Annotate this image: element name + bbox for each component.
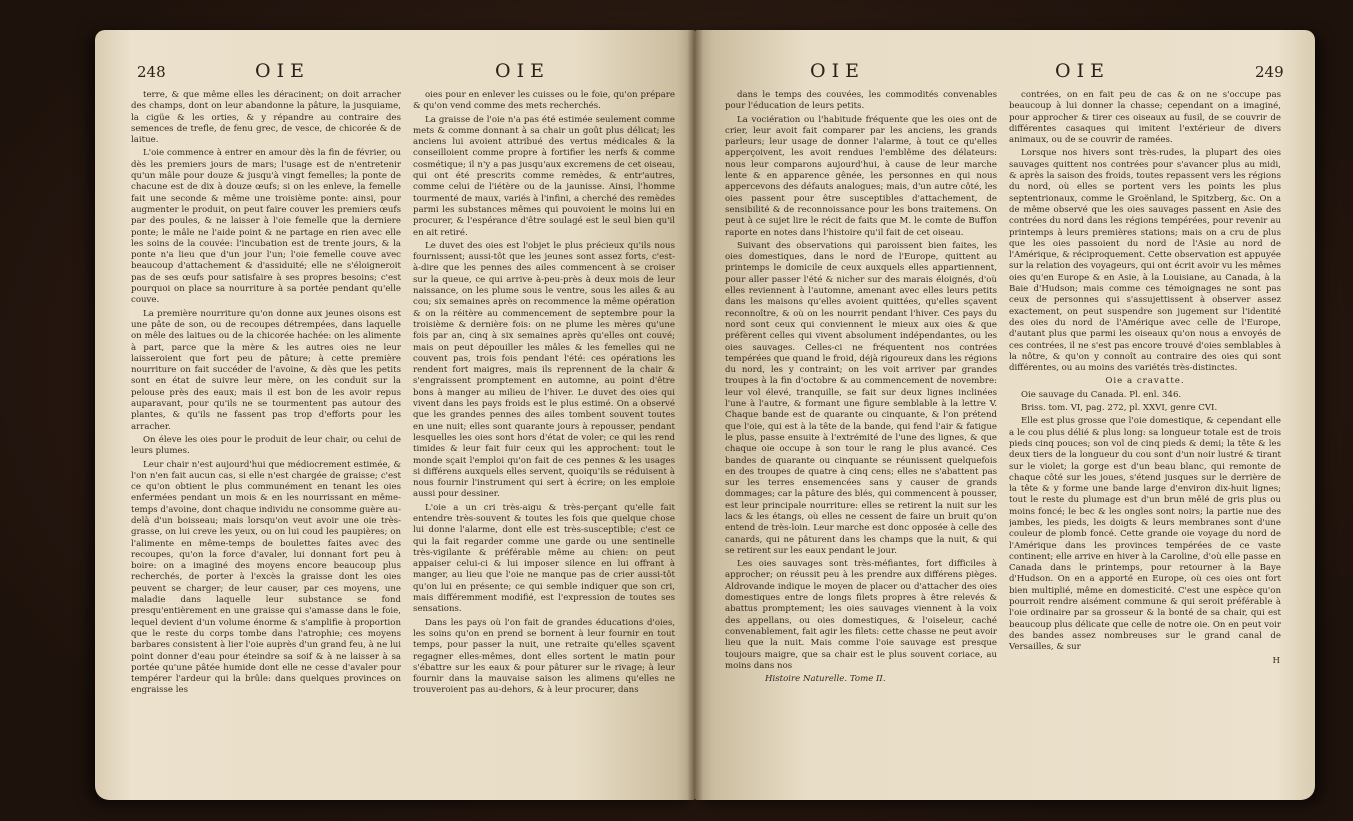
paragraph: Suivant des observations qui paroissent bien faites, les oies domestiques, dans le nord de l'Europe, quittent au printemps le domicile de ceux auxquels elles appartiennent, pour aller passer l'été & nicher sur des marais éloignés, d'où elles reviennent à l'automne, amenant avec elles leurs petits dans les maisons qu'elles avoient quittées, qu'elles sçavent reconnoître, & où on les nourrit pendant l'hiver. Ces pays du nord sont ceux qui conviennent le mieux aux oies & que préfèrent celles qui vivent absolument indépendantes, ou les oies sauvages. Celles-ci ne fréquentent nos contrées tempérées que quand le froid, déjà rigoureux dans les régions du nord, les y contraint; on les voit arriver par grandes troupes à la fin d'octobre & au commencement de novembre: leur vol élevé, tranquille, se fait sur deux lignes inclinées l'une à l'autre, & formant une figure semblable à la lettre V. Chaque bande est de quarante ou cinquante, & l'on prétend que l'oie, qui est à la tête de la bande, qui fend l'air & fatigue le plus, passe ensuite à l'extrémité de l'une des lignes, & que chaque oie occupe à son tour le rang le plus avancé. Ces bandes de quarante ou cinquante se réunissent quelquefois en des troupes de quatre à cinq cens; elles ne s'abattent pas sur les terres ensemencées sans y causer de grands dommages; car la pâture des blés, qui commencent à pousser, est leur principale nourriture: elles se retirent la nuit sur les lacs & les étangs, où elles ne cessent de faire un bruit qu'on entend de très-loin. Leur marche est donc opposée à celle des canards, qui ne pâturent dans les champs que la nuit, & qui se retirent sur les eaux pendant le jour. bbox=[725, 240, 997, 556]
signature-mark: H bbox=[1272, 655, 1281, 666]
paragraph: oies pour en enlever les cuisses ou le foie, qu'on prépare & qu'on vend comme des mets recherchés. bbox=[413, 90, 675, 112]
footer-note: Histoire Naturelle. Tome II. bbox=[765, 674, 886, 685]
paragraph: La vociération ou l'habitude fréquente que les oies ont de crier, leur avoit fait comparer par les anciens, les grands parleurs; leur usage de donner l'alarme, à tout ce qu'elles apperçoivent, les avoit rendues l'emblême des délateurs: nous leur comparons aujourd'hui, à cause de leur marche lente & en apparence gênée, les personnes en qui nous appercevons des défauts analogues; mais, d'un autre côté, les oies passent pour être susceptibles d'attachement, de sensibilité & de reconnoissance pour les bons traitemens. On peut à ce sujet lire le récit de faits que M. le comte de Buffon raporte en notes dans l'histoire qu'il fait de cet oiseau. bbox=[725, 114, 997, 238]
paragraph: Oie sauvage du Canada. Pl. enl. 346. bbox=[1021, 389, 1182, 400]
page-number: 248 bbox=[137, 63, 166, 81]
paragraph: terre, & que même elles les déracinent; on doit arracher des champs, dont on leur abandonne la pâture, la jusquiame, la cigüe & les orties, & y répandre au contraire des semences de trefle, de fenu grec, de vesce, de chicorée & de laitue. bbox=[131, 90, 401, 146]
paragraph: L'oie commence à entrer en amour dès la fin de février, ou dès les premiers jours de mars; l'usage est de n'entretenir qu'un mâle pour douze & jusqu'à vingt femelles; la ponte de chacune est de dix à douze œufs; si on les enleve, la femelle fait une seconde & même une troisième ponte: ainsi, pour augmenter le produit, on peut faire couver les premiers œufs par des poules, & ne laisser à l'oie femelle que la derniere ponte; le mâle ne l'aide point & ne partage en rien avec elle les soins de la couvée: l'incubation est de trente jours, & la ponte n'a lieu que d'un jour l'un; l'oie femelle couve avec beaucoup d'attachement & d'assiduité; elle ne s'éloigneroit pas de ses œufs pour satisfaire à ses propres besoins; c'est pourquoi on place sa nourriture à sa portée pendant qu'elle couve. bbox=[131, 148, 401, 306]
left-page bbox=[95, 30, 695, 800]
paragraph: contrées, on en fait peu de cas & on ne s'occupe pas beaucoup à lui donner la chasse; cependant on a imaginé, pour approcher & tirer ces oiseaux au fusil, de se couvrir de différentes casaques qui imitent l'extérieur de divers animaux, ou de se couvrir de ramées. bbox=[1009, 90, 1281, 146]
paragraph: Briss. tom. VI, pag. 272, pl. XXVI, genre CVI. bbox=[1021, 403, 1218, 414]
paragraph: On éleve les oies pour le produit de leur chair, ou celui de leurs plumes. bbox=[131, 434, 401, 457]
text-column bbox=[131, 90, 401, 790]
paragraph: dans le temps des couvées, les commodités convenables pour l'éducation de leurs petits. bbox=[725, 90, 997, 112]
text-column bbox=[413, 90, 675, 790]
page-number: 249 bbox=[1255, 63, 1284, 81]
right-page bbox=[695, 30, 1315, 800]
paragraph: Lorsque nos hivers sont très-rudes, la plupart des oies sauvages quittent nos contrées pour s'avancer plus au midi, & après la saison des froids, toutes repassent vers les régions du nord, où elles se portent vers les points les plus septentrionaux, comme le Groënland, le Spitzberg, &c. On a de même observé que les oies sauvages passent en Asie des contrées du nord dans les régions tempérées, pour revenir au printemps à leurs premières stations; mais on a cru de plus que les oies passoient du nord de l'Asie au nord de l'Amérique, & réciproquement. Cette observation est appuyée sur la relation des voyageurs, qui ont écrit avoir vu les mêmes oies qu'en Europe & en Asie, à la Louisiane, au Canada, à la Baie d'Hudson; mais comme ces témoignages ne sont pas ceux de personnes qui s'assujettissent à observer assez exactement, on peut suspendre son jugement sur l'identité des oies du nord de l'Amérique avec celle de l'Europe, d'autant plus que parmi les oiseaux qu'on nous a envoyés de ces contrées, il ne s'est pas encore trouvé d'oies semblables à la nôtre, & qu'on y connoît au contraire des oies qui sont différentes, ou au moins des variétés très-distinctes. bbox=[1009, 148, 1281, 374]
paragraph: Leur chair n'est aujourd'hui que médiocrement estimée, & l'on n'en fait aucun cas, si elle n'est chargée de graisse; c'est ce qu'on obtient le plus communément en tenant les oies enfermées pendant un mois & en les nourrissant en même-temps d'avoine, dont chaque individu ne consomme guère au-delà d'un boisseau; mais lorsqu'on veut avoir une oie très-grasse, on lui creve les yeux, ou on lui coud les paupières; on l'alimente en même-temps de boulettes faites avec des recoupes, qu'on la force d'avaler, lui donnant fort peu à boire: on a imaginé des moyens encore beaucoup plus recherchés, de porter à l'excès la graisse dont les oies peuvent se charger; de leur causer, par ces moyens, une maladie dans laquelle leur substance se fond presqu'entièrement en une graisse qui s'amasse dans le foie, lequel devient d'un volume énorme & s'amplifie à proportion que le reste du corps tombe dans l'atrophie; ces moyens barbares consistent à lier l'oie auprès d'un grand feu, à ne lui point donner d'eau pour éteindre sa soif & à ne laisser à sa portée qu'une pâtée humide dont elle ne cesse d'avaler pour tempérer l'ardeur qui la brûle: dans quelques provinces on engraisse les bbox=[131, 459, 401, 696]
running-head: OIE bbox=[810, 60, 865, 82]
paragraph: Dans les pays où l'on fait de grandes éducations d'oies, les soins qu'on en prend se bornent à leur fournir en tout temps, pour passer la nuit, une retraite qu'elles sçavent regagner elles-mêmes, dont elles sortent le matin pour s'ébattre sur les eaux & pour pâturer sur le rivage; à leur fournir dans la mauvaise saison les alimens qu'elles ne trouveroient pas au-dehors, & à leur procurer, dans bbox=[413, 617, 675, 696]
paragraph: Elle est plus grosse que l'oie domestique, & cependant elle a le cou plus délié & plus long: sa longueur totale est de trois pieds cinq pouces; son vol de cinq pieds & demi; la tête & les deux tiers de la longueur du cou sont d'un noir lustré & tirant sur le violet; la gorge est d'un beau blanc, qui remonte de chaque côté sur les joues, s'étend jusques sur le derrière de la tête & y forme une bande large d'environ dix-huit lignes; tout le reste du plumage est d'un brun mêlé de gris plus ou moins foncé; le bec & les ongles sont noirs; la partie nue des jambes, les pieds, les doigts & leurs membranes sont d'une couleur de plomb foncé. Cette grande oie voyage du nord de l'Amérique dans les provinces tempérées de ce vaste continent; elle arrive en hiver à la Caroline, d'où elle passe en Canada dans le printemps, pour retourner à la Baye d'Hudson. On en a apporté en Europe, où ces oies ont fort bien multiplié, même en domesticité. C'est une espèce qu'on pourroit rendre aisément commune & qui seroit préférable à l'oie ordinaire par sa grosseur & la bonté de sa chair, qui est beaucoup plus délicate que celle de notre oie. On en peut voir des bandes assez nombreuses sur le grand canal de Versailles, & sur bbox=[1009, 416, 1281, 653]
book-gutter bbox=[687, 30, 703, 800]
text-column bbox=[725, 90, 997, 790]
running-head: OIE bbox=[495, 60, 550, 82]
open-book bbox=[95, 12, 1325, 812]
paragraph: La graisse de l'oie n'a pas été estimée seulement comme mets & comme donnant à sa chair un goût plus délicat; les anciens lui avoient attribué des vertus médicales & la conseilloient comme propre à fortifier les nerfs & comme cosmétique; il n'y a pas jusqu'aux excremens de cet oiseau, qui ont été prescrits comme remèdes, & entr'autres, comme celui de l'iétère ou de la jaunisse. Ainsi, l'homme tourmenté de maux, variés à l'infini, a cherché des remèdes parmi les substances mêmes qui pouvoient le moins lui en procurer, & l'espérance d'être soulagé est le seul bien qu'il en ait retiré. bbox=[413, 114, 675, 238]
paragraph: Le duvet des oies est l'objet le plus précieux qu'ils nous fournissent; aussi-tôt que les jeunes sont assez forts, c'est-à-dire que les pennes des ailes commencent à se croiser sur la queue, ce qui arrive à-peu-près à deux mois de leur naissance, on les plume sous le ventre, sous les ailes & au cou; six semaines après on recommence la même opération & on la réitère au commencement de septembre pour la troisième & dernière fois: on ne plume les mères qu'une fois par an, cinq à six semaines après qu'elles ont couvé; mais on peut dépouiller les mâles & les femelles qui ne couvent pas, trois fois pendant l'été: ces opérations les rendent fort maigres, mais ils reprennent de la chair & s'engraissent promptement en automne, au point d'être bons à manger au milieu de l'hiver. Le duvet des oies qui vivent dans les pays froids est le plus estimé. On a observé que les grandes pennes des ailes tombent souvent toutes en une nuit; elles sont quarante jours à repousser, pendant lesquelles les oies sont hors d'état de voler; ce qui les rend timides & leur fait fuir ceux qui les approchent: tout le monde sçait l'emploi qu'on fait de ces pennes & les usages si différens auxquels elles servent, quoiqu'ils se réduisent à nous fournir l'instrument qui sert à écrire; on les emploie aussi pour dessiner. bbox=[413, 240, 675, 500]
paragraph: La première nourriture qu'on donne aux jeunes oisons est une pâte de son, ou de recoupes détrempées, dans laquelle on mêle des laitues ou de la chicorée hachée: on les alimente à part, parce que la mère & les autres oies ne leur laisseroient que fort peu de pâture; à cette première nourriture on fait succéder de l'avoine, & dès que les petits sont en état de suivre leur mère, on les conduit sur la pelouse près des eaux; mais il est bon de les avoir repus auparavant, pour qu'ils ne se tourmentent pas autour des plantes, & qu'ils ne fassent pas trop d'efforts pour les arracher. bbox=[131, 308, 401, 432]
paragraph: L'oie a un cri très-aigu & très-perçant qu'elle fait entendre très-souvent & toutes les fois que quelque chose lui donne l'alarme, dont elle est très-susceptible; c'est ce qui la fait regarder comme une garde ou une sentinelle très-vigilante & préférable même au chien: on peut appaiser celui-ci & lui imposer silence en lui offrant à manger, au lieu que l'oie ne manque pas de crier aussi-tôt qu'on lui en présente; ce qui semble indiquer que son cri, mais différemment modifié, est l'expression de toutes ses sensations. bbox=[413, 502, 675, 615]
running-head: OIE bbox=[255, 60, 310, 82]
section-heading: Oie a cravatte. bbox=[1105, 376, 1185, 387]
running-head: OIE bbox=[1055, 60, 1110, 82]
text-column bbox=[1009, 90, 1281, 790]
paragraph: Les oies sauvages sont très-méfiantes, fort difficiles à approcher; on réussit peu à les prendre aux différens pièges. Aldrovande indique le moyen de placer ou d'attacher des oies domestiques entre de longs filets propres à être relevés & abattus promptement; les oies sauvages viennent à la voix des appellans, ou oies domestiques, & l'oiseleur, caché convenablement, fait agir les filets: cette chasse ne peut avoir lieu que la nuit. Mais comme l'oie sauvage est presque toujours maigre, que sa chair est le plus souvent coriace, au moins dans nos bbox=[725, 559, 997, 671]
